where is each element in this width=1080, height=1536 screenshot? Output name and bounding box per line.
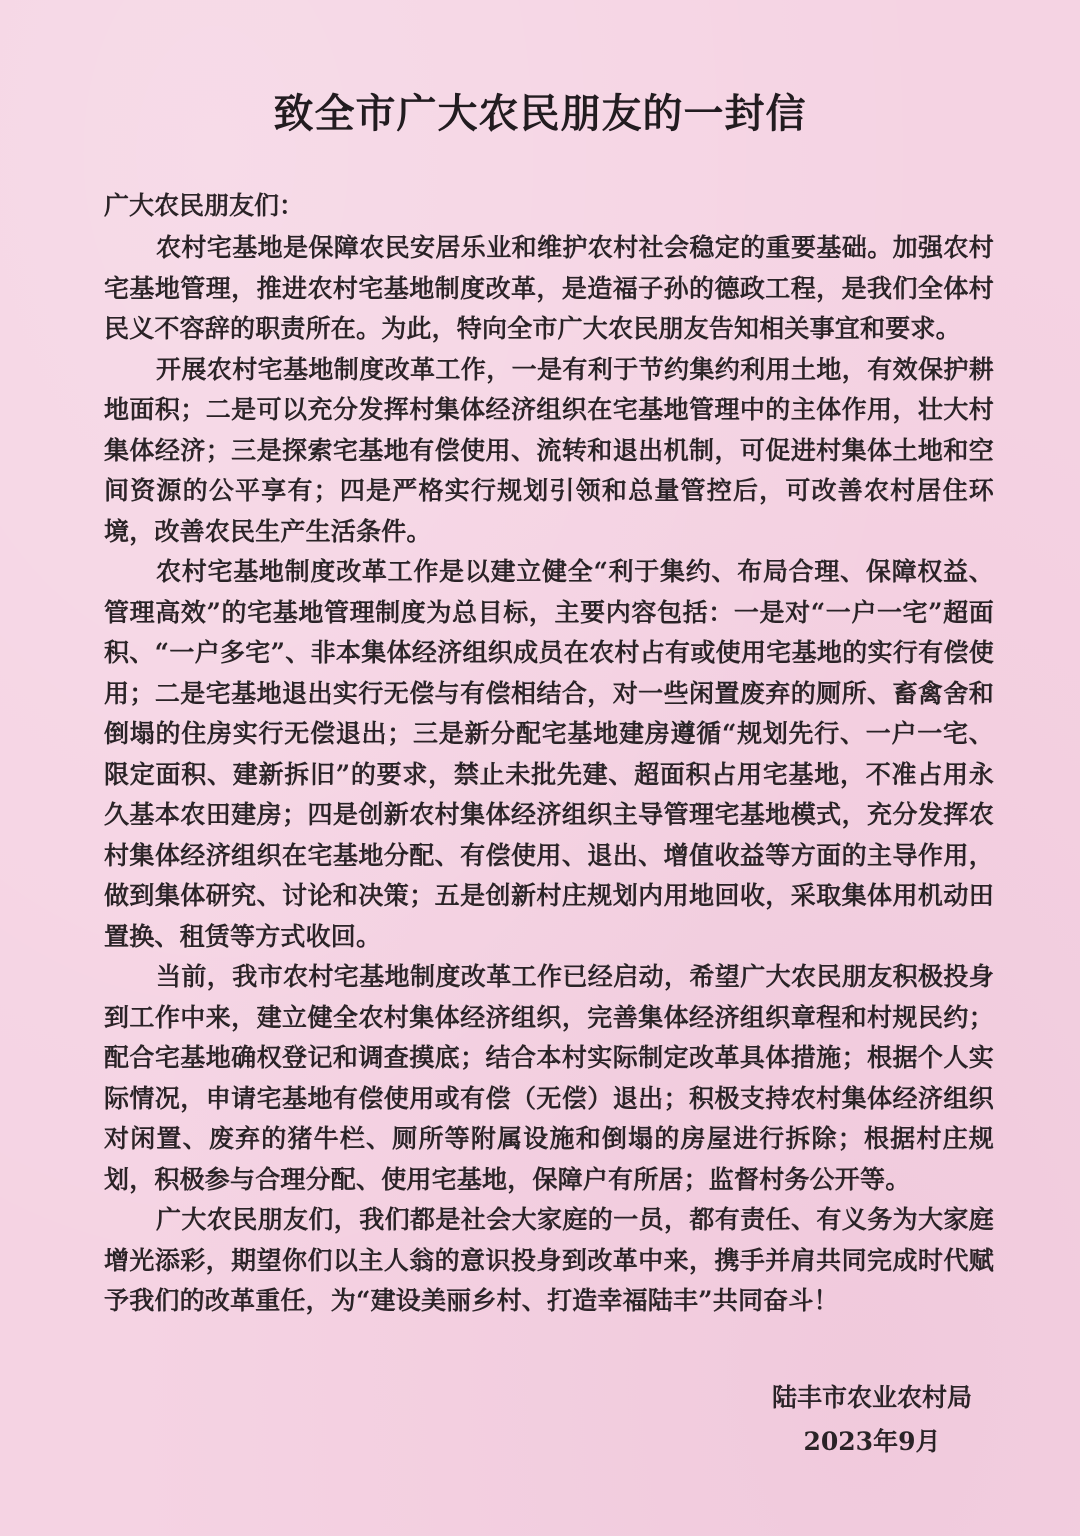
paragraph-1: 农村宅基地是保障农民安居乐业和维护农村社会稳定的重要基础。加强农村宅基地管理，推进农村宅基地制度改革，是造福子孙的德政工程，是我们全体村民义不容辞的职责所在。为此，特向全市广大农民朋友告知相关事宜和要求。 [104, 233, 994, 343]
letter-title: 致全市广大农民朋友的一封信 [273, 90, 807, 137]
signature-block [772, 1376, 972, 1464]
paragraph-4: 当前，我市农村宅基地制度改革工作已经启动，希望广大农民朋友积极投身到工作中来，建立健全农村集体经济组织，完善集体经济组织章程和村规民约；配合宅基地确权登记和调查摸底；结合本村实际制定改革具体措施；根据个人实际情况，申请宅基地有偿使用或有偿（无偿）退出；积极支持农村集体经济组织对闲置、废弃的猪牛栏、厕所等附属设施和倒塌的房屋进行拆除；根据村庄规划，积极参与合理分配、使用宅基地，保障户有所居；监督村务公开等。 [104, 962, 994, 1194]
letter-body [104, 186, 994, 1322]
salutation: 广大农民朋友们： [104, 191, 305, 220]
signature-date: 2023年9月 [803, 1427, 941, 1456]
paragraph-2: 开展农村宅基地制度改革工作，一是有利于节约集约利用土地，有效保护耕地面积；二是可以充分发挥村集体经济组织在宅基地管理中的主体作用，壮大村集体经济；三是探索宅基地有偿使用、流转和退出机制，可促进村集体土地和空间资源的公平享有；四是严格实行规划引领和总量管控后，可改善农村居住环境，改善农民生产生活条件。 [104, 354, 994, 546]
paragraph-5: 广大农民朋友们，我们都是社会大家庭的一员，都有责任、有义务为大家庭增光添彩，期望你们以主人翁的意识投身到改革中来，携手并肩共同完成时代赋予我们的改革重任，为“建设美丽乡村、打造幸福陆丰”共同奋斗！ [104, 1205, 994, 1315]
paragraph-3: 农村宅基地制度改革工作是以建立健全“利于集约、布局合理、保障权益、管理高效”的宅基地管理制度为总目标，主要内容包括：一是对“一户一宅”超面积、“一户多宅”、非本集体经济组织成员在农村占有或使用宅基地的实行有偿使用；二是宅基地退出实行无偿与有偿相结合，对一些闲置废弃的厕所、畜禽舍和倒塌的住房实行无偿退出；三是新分配宅基地建房遵循“规划先行、一户一宅、限定面积、建新拆旧”的要求，禁止未批先建、超面积占用宅基地，不准占用永久基本农田建房；四是创新农村集体经济组织主导管理宅基地模式，充分发挥农村集体经济组织在宅基地分配、有偿使用、退出、增值收益等方面的主导作用，做到集体研究、讨论和决策；五是创新村庄规划内用地回收，采取集体用机动田置换、租赁等方式收回。 [104, 557, 994, 951]
signature-organization: 陆丰市农业农村局 [771, 1383, 972, 1412]
